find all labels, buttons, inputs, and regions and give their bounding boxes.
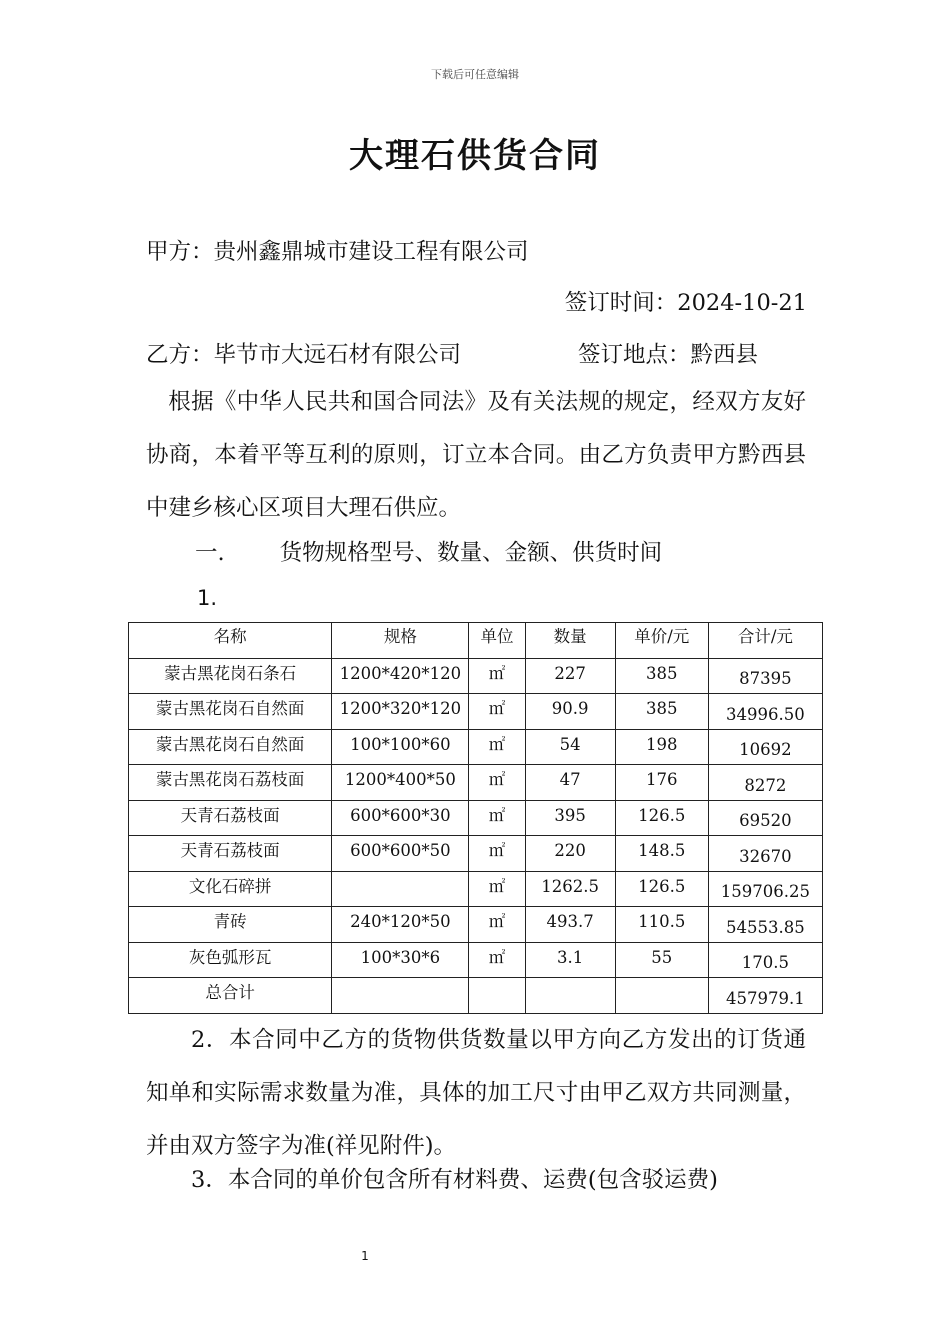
header-name: 名称 (129, 623, 332, 659)
table-row (129, 765, 823, 801)
cell-name: 蒙古黑花岗石条石 (129, 658, 332, 694)
cell-quantity: 227 (525, 658, 615, 694)
document-title: 大理石供货合同 (349, 136, 601, 176)
header-note: 下载后可任意编辑 (431, 68, 519, 81)
cell-quantity: 220 (525, 836, 615, 872)
cell-name: 灰色弧形瓦 (129, 942, 332, 978)
cell-quantity: 493.7 (525, 907, 615, 943)
header-unit-price: 单价/元 (615, 623, 708, 659)
cell-name: 青砖 (129, 907, 332, 943)
cell-unit: ㎡ (469, 694, 525, 730)
page-number: 1 (361, 1249, 369, 1263)
cell-spec: 600*600*50 (332, 836, 469, 872)
cell-unit: ㎡ (469, 729, 525, 765)
header-quantity: 数量 (525, 623, 615, 659)
clause-2 (146, 1014, 806, 1173)
cell-spec: 100*100*60 (332, 729, 469, 765)
cell-subtotal: 159706.25 (708, 871, 822, 907)
header-unit: 单位 (469, 623, 525, 659)
cell-name: 蒙古黑花岗石荔枝面 (129, 765, 332, 801)
cell-unit-price: 110.5 (615, 907, 708, 943)
sign-date: 签订时间：2024-10-21 (564, 290, 807, 316)
cell-unit: ㎡ (469, 765, 525, 801)
cell-subtotal: 170.5 (708, 942, 822, 978)
cell-name: 天青石荔枝面 (129, 800, 332, 836)
table-row (129, 800, 823, 836)
party-a: 甲方：贵州鑫鼎城市建设工程有限公司 (146, 239, 529, 265)
cell-name: 天青石荔枝面 (129, 836, 332, 872)
table-row (129, 871, 823, 907)
cell-spec (332, 871, 469, 907)
cell-subtotal: 54553.85 (708, 907, 822, 943)
clause-3 (146, 1162, 806, 1194)
cell-unit-price: 176 (615, 765, 708, 801)
section-1-heading (195, 535, 662, 567)
header-subtotal: 合计/元 (708, 623, 822, 659)
empty-cell (469, 978, 525, 1014)
cell-unit: ㎡ (469, 800, 525, 836)
cell-subtotal: 34996.50 (708, 694, 822, 730)
cell-unit: ㎡ (469, 942, 525, 978)
cell-unit-price: 126.5 (615, 871, 708, 907)
cell-unit-price: 148.5 (615, 836, 708, 872)
cell-quantity: 47 (525, 765, 615, 801)
section-1-number: 一. (195, 540, 225, 566)
cell-name: 蒙古黑花岗石自然面 (129, 694, 332, 730)
cell-subtotal: 87395 (708, 658, 822, 694)
total-value: 457979.1 (708, 978, 822, 1014)
cell-unit: ㎡ (469, 836, 525, 872)
clause-2-text: 2．本合同中乙方的货物供货数量以甲方向乙方发出的订货通知单和实际需求数量为准，具体的加工尺寸由甲乙双方共同测量，并由双方签字为准(祥见附件)。 (146, 1027, 806, 1159)
cell-unit: ㎡ (469, 871, 525, 907)
cell-quantity: 54 (525, 729, 615, 765)
cell-name: 蒙古黑花岗石自然面 (129, 729, 332, 765)
cell-unit-price: 385 (615, 694, 708, 730)
item-1-label: 1. (197, 586, 218, 610)
cell-quantity: 1262.5 (525, 871, 615, 907)
cell-spec: 100*30*6 (332, 942, 469, 978)
table-row (129, 942, 823, 978)
empty-cell (525, 978, 615, 1014)
cell-subtotal: 69520 (708, 800, 822, 836)
table-row (129, 836, 823, 872)
cell-unit-price: 55 (615, 942, 708, 978)
clause-3-text: 3．本合同的单价包含所有材料费、运费(包含驳运费) (191, 1167, 718, 1193)
cell-unit: ㎡ (469, 658, 525, 694)
table-total-row (129, 978, 823, 1014)
cell-spec: 1200*420*120 (332, 658, 469, 694)
cell-unit-price: 385 (615, 658, 708, 694)
table-header-row (129, 623, 823, 659)
section-1-title: 货物规格型号、数量、金额、供货时间 (279, 540, 663, 566)
cell-quantity: 3.1 (525, 942, 615, 978)
cell-unit-price: 198 (615, 729, 708, 765)
header-spec: 规格 (332, 623, 469, 659)
cell-unit-price: 126.5 (615, 800, 708, 836)
table-row (129, 907, 823, 943)
sign-place: 签订地点：黔西县 (578, 342, 759, 368)
table-row (129, 658, 823, 694)
cell-subtotal: 8272 (708, 765, 822, 801)
table-row (129, 729, 823, 765)
cell-name: 文化石碎拼 (129, 871, 332, 907)
cell-subtotal: 32670 (708, 836, 822, 872)
empty-cell (332, 978, 469, 1014)
cell-spec: 240*120*50 (332, 907, 469, 943)
cell-quantity: 90.9 (525, 694, 615, 730)
cell-spec: 1200*320*120 (332, 694, 469, 730)
cell-subtotal: 10692 (708, 729, 822, 765)
party-b: 乙方：毕节市大远石材有限公司 (146, 342, 462, 368)
cell-spec: 1200*400*50 (332, 765, 469, 801)
goods-table (128, 622, 823, 1014)
intro-text: 根据《中华人民共和国合同法》及有关法规的规定，经双方友好协商，本着平等互利的原则，订立本合同。由乙方负责甲方黔西县中建乡核心区项目大理石供应。 (146, 389, 806, 521)
total-label: 总合计 (129, 978, 332, 1014)
cell-quantity: 395 (525, 800, 615, 836)
table-row (129, 694, 823, 730)
cell-spec: 600*600*30 (332, 800, 469, 836)
empty-cell (615, 978, 708, 1014)
intro-paragraph (146, 376, 806, 535)
cell-unit: ㎡ (469, 907, 525, 943)
